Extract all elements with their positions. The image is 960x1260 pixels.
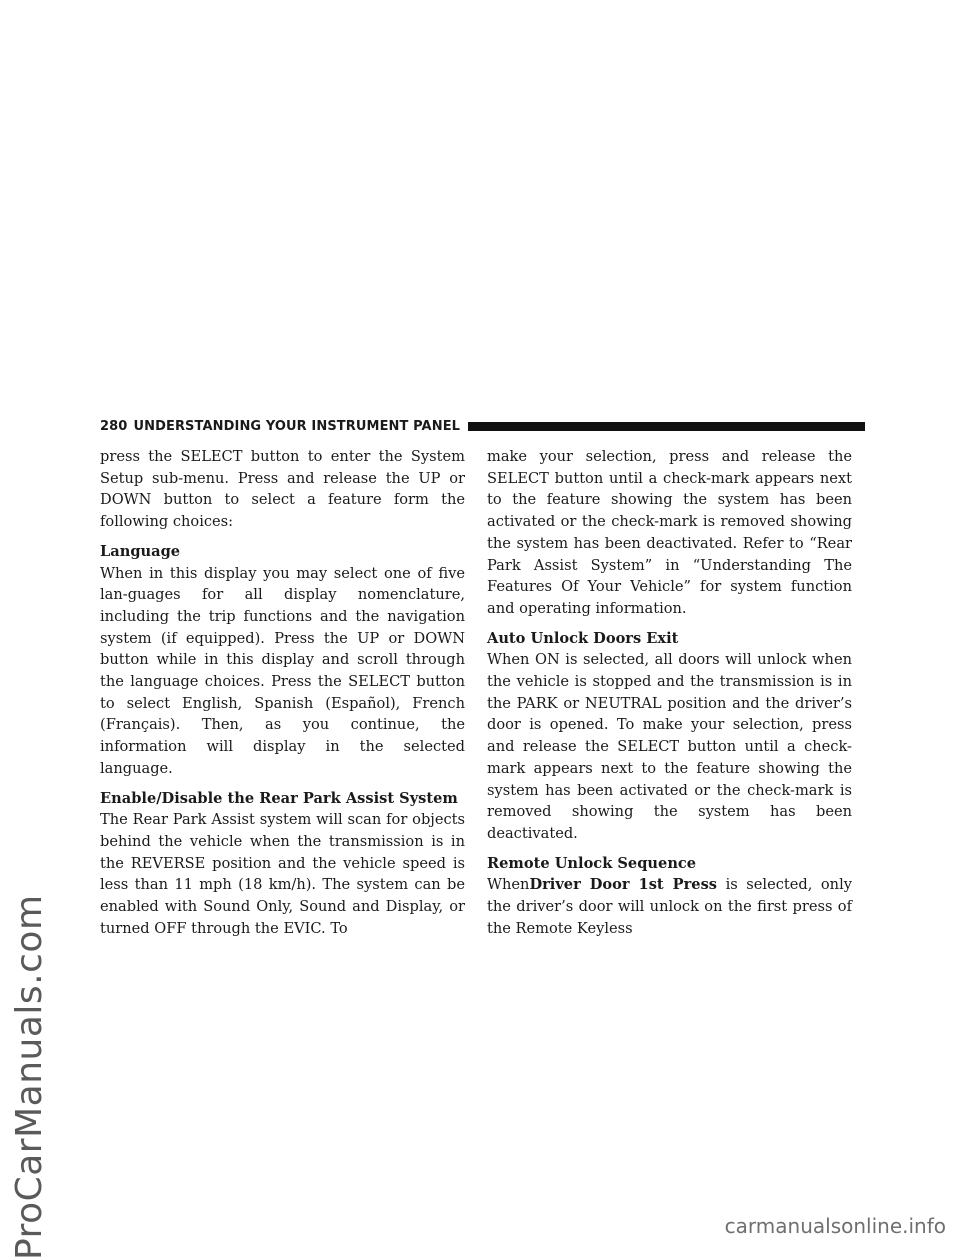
left-column <box>100 446 465 939</box>
rear-park-continued-paragraph: make your selection, press and release the SELECT button until a check-mark appears next to the feature showing the system has been activated or the check-mark is removed showing the system has been deactivated. Refer to “Rear Park Assist System” in “Understanding The Features Of Your Vehicle” for system function and operating information. <box>487 448 852 617</box>
side-watermark: ProCarManuals.com <box>9 894 50 1260</box>
page-header <box>100 418 865 434</box>
language-paragraph: When in this display you may select one of five lan-guages for all display nomenclature, including the trip functions and the navigation system (if equipped). Press the UP or DOWN button while in this display and scroll through the language choices. Press the SELECT button to select English, Spanish (Español), French (Français). Then, as you continue, the information will display in the selected language. <box>100 564 465 777</box>
rear-park-heading: Enable/Disable the Rear Park Assist System <box>100 789 458 807</box>
right-column <box>487 446 852 939</box>
remote-unlock-suffix: is selected, only the driver’s door will unlock on the first press of the Remote Keyless <box>487 876 852 937</box>
remote-unlock-option: Driver Door 1st Press <box>529 876 718 894</box>
rear-park-paragraph: The Rear Park Assist system will scan for objects behind the vehicle when the transmission is in the REVERSE position and the vehicle speed is less than 11 mph (18 km/h). The system can be enabled with Sound Only, Sound and Display, or turned OFF through the EVIC. To <box>100 811 465 937</box>
auto-unlock-paragraph: When ON is selected, all doors will unlock when the vehicle is stopped and the transmission is in the PARK or NEUTRAL position and the driver’s door is opened. To make your selection, press and release the SELECT button until a check-mark appears next to the feature showing the system has been activated or the check-mark is removed showing the system has been deactivated. <box>487 651 852 842</box>
auto-unlock-heading: Auto Unlock Doors Exit <box>487 629 679 647</box>
language-heading: Language <box>100 542 181 560</box>
remote-unlock-paragraph <box>487 874 852 939</box>
section-title: UNDERSTANDING YOUR INSTRUMENT PANEL <box>133 418 461 434</box>
page-number: 280 <box>100 418 128 434</box>
remote-unlock-prefix: When <box>487 876 530 894</box>
header-rule <box>468 422 865 431</box>
intro-paragraph: press the SELECT button to enter the System Setup sub-menu. Press and release the UP or DOWN button to select a feature form the following choices: <box>100 448 465 531</box>
remote-unlock-heading: Remote Unlock Sequence <box>487 854 697 872</box>
footer-watermark: carmanualsonline.info <box>724 1214 946 1238</box>
